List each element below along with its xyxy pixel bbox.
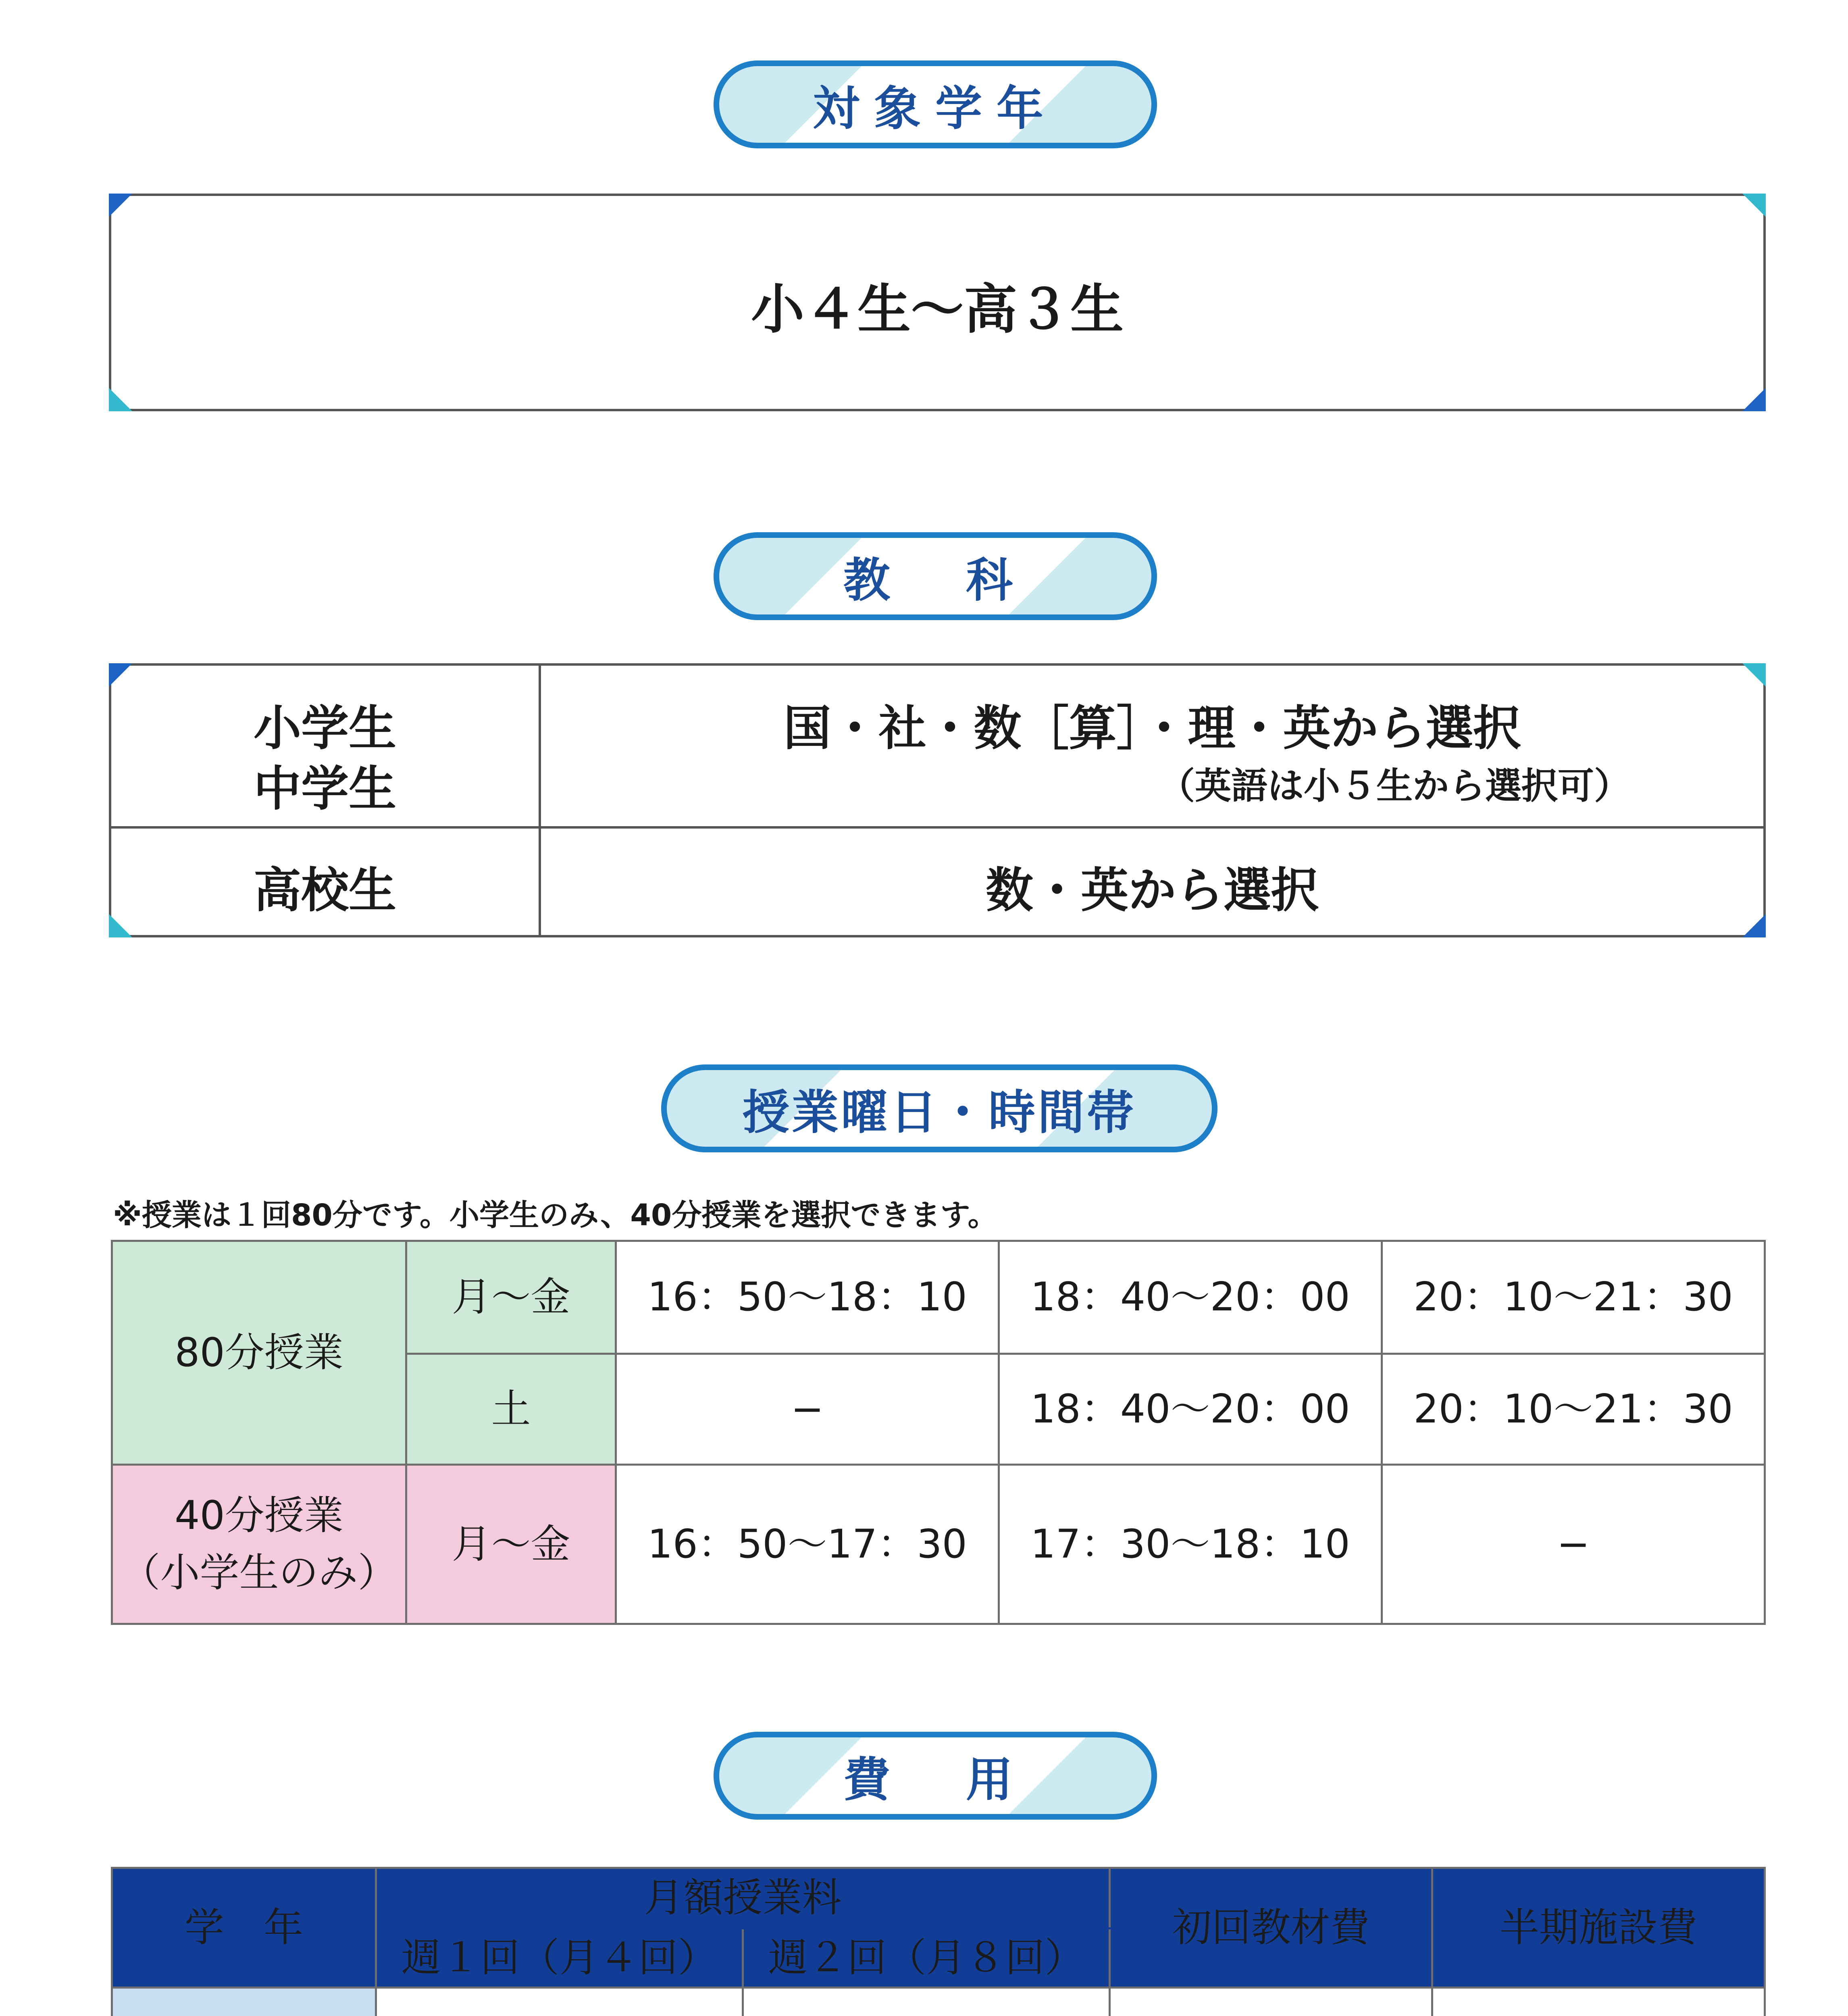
fees-header-grade: 学 年 — [112, 1868, 376, 1988]
target-grade-range: 小４生〜高３生 — [751, 279, 1124, 341]
subjects-grade-elem: 小学生 — [253, 700, 396, 756]
fees-header-materials: 初回教材費 — [1110, 1868, 1432, 1988]
subjects-box — [109, 663, 1766, 937]
schedule-80min-label: 80分授業 — [112, 1241, 406, 1465]
corner-mark — [1742, 388, 1766, 411]
section-heading-subjects — [714, 532, 1157, 620]
subjects-grade-high: 高校生 — [253, 862, 396, 918]
section-heading-fees — [714, 1732, 1157, 1820]
corner-mark — [109, 663, 132, 687]
schedule-day: 月〜金 — [406, 1241, 616, 1354]
corner-mark — [109, 194, 132, 217]
subjects-list-elem-middle: 国・社・数［算］・理・英から選択 — [783, 700, 1521, 756]
section-heading-target — [714, 60, 1157, 148]
corner-mark — [1742, 663, 1766, 687]
schedule-slot: 16：50〜18：10 — [616, 1241, 999, 1354]
fees-weekly2 — [743, 1988, 1110, 2016]
schedule-day: 月〜金 — [406, 1465, 616, 1624]
corner-mark — [109, 388, 132, 411]
section-heading-subjects-text: 教 科 — [843, 553, 1027, 608]
fees-weekly1 — [376, 1988, 743, 2016]
fees-materials-cell — [1110, 1988, 1432, 2016]
schedule-table — [111, 1240, 1766, 1625]
schedule-40min-label-line1: 40分授業 — [175, 1492, 343, 1539]
corner-mark — [1742, 194, 1766, 217]
schedule-day: 土 — [406, 1354, 616, 1465]
fees-header-facility: 半期施設費 — [1432, 1868, 1765, 1988]
fees-header-weekly1: 週１回（月４回） — [376, 1929, 743, 1988]
fees-table — [111, 1867, 1766, 2016]
subjects-horizontal-divider — [111, 826, 1763, 829]
subjects-english-note: （英語は小５生から選択可） — [1159, 765, 1630, 807]
schedule-40min-label — [112, 1465, 406, 1624]
schedule-40min-label-line2: （小学生のみ） — [121, 1550, 397, 1596]
schedule-slot: − — [616, 1354, 999, 1465]
subjects-list-high: 数・英から選択 — [985, 862, 1319, 918]
schedule-slot: 20：10〜21：30 — [1382, 1354, 1765, 1465]
fees-header-weekly2: 週２回（月８回） — [743, 1929, 1110, 1988]
subjects-grade-middle: 中学生 — [253, 761, 396, 816]
schedule-slot: 20：10〜21：30 — [1382, 1241, 1765, 1354]
schedule-slot: 16：50〜17：30 — [616, 1465, 999, 1624]
fees-facility-middle — [1432, 1988, 1765, 2016]
schedule-slot: − — [1382, 1465, 1765, 1624]
fees-grade — [112, 1988, 376, 2016]
target-box — [109, 194, 1766, 411]
schedule-slot: 17：30〜18：10 — [999, 1465, 1382, 1624]
section-heading-schedule-text: 授業曜日・時間帯 — [743, 1085, 1136, 1140]
section-heading-target-text: 対象学年 — [813, 81, 1058, 136]
schedule-slot: 18：40〜20：00 — [999, 1354, 1382, 1465]
schedule-slot: 18：40〜20：00 — [999, 1241, 1382, 1354]
fees-header-monthly: 月額授業料 — [376, 1868, 1110, 1929]
section-heading-fees-text: 費 用 — [843, 1752, 1027, 1807]
schedule-note: ※授業は１回80分です。小学生のみ、40分授業を選択できます。 — [113, 1198, 998, 1233]
section-heading-schedule — [661, 1064, 1217, 1152]
